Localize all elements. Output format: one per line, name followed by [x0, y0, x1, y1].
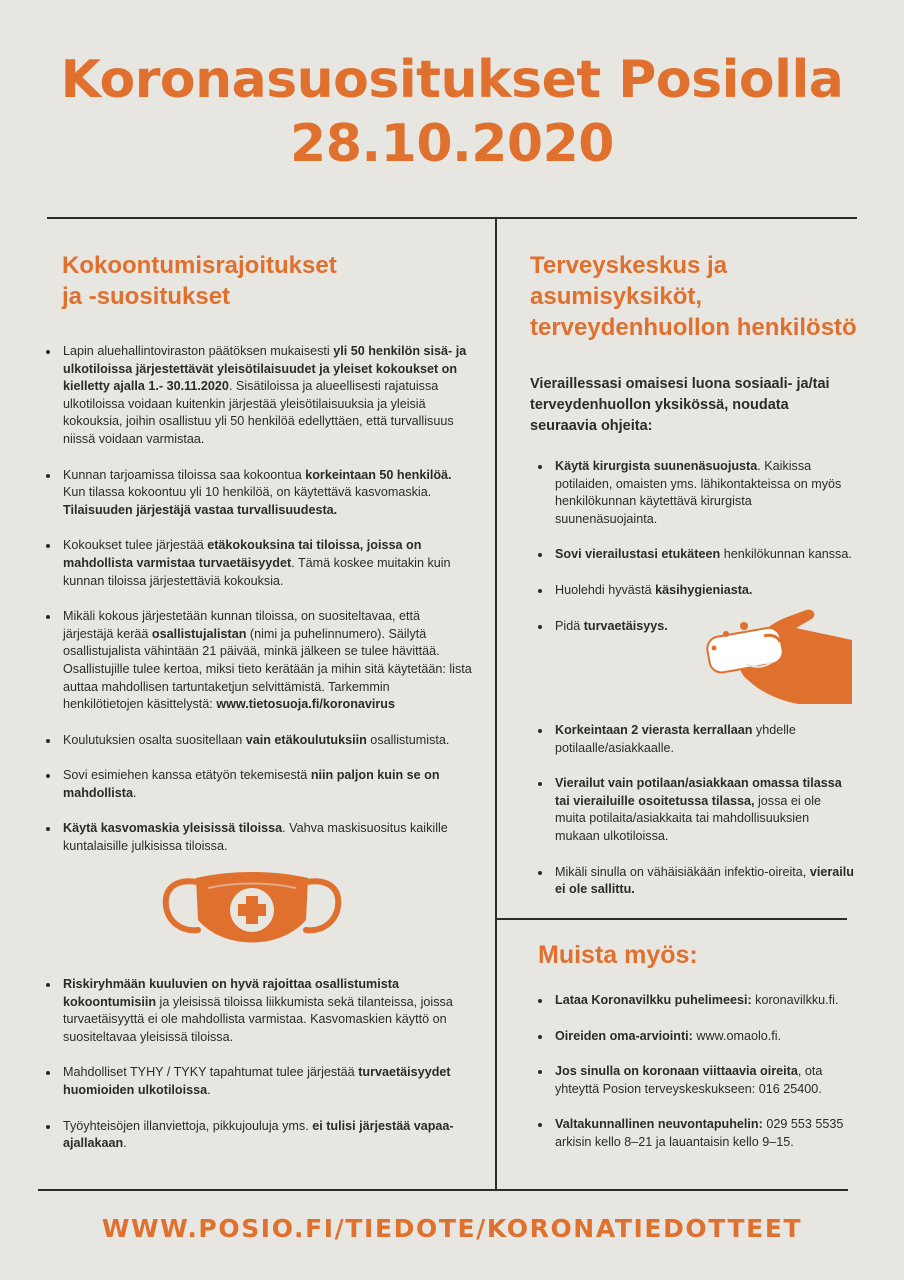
bold-text: Jos sinulla on koronaan viittaavia oireita: [555, 1064, 798, 1079]
text: Huolehdi hyvästä: [555, 582, 656, 597]
list-item: [536, 722, 854, 757]
text: . Kaikissa potilaiden, omaisten yms. lähikontakteissa on myös henkilökunnan käytettävä kirurgista suunenäsuojainta.: [555, 459, 842, 526]
list-item: [44, 537, 472, 590]
right-heading: [530, 250, 880, 343]
poster-title: [0, 48, 904, 176]
bold-text: Riskiryhmään kuuluvien on hyvä rajoittaa osallistumista kokoontumisiin: [63, 977, 399, 1009]
text: Mikäli kokous järjestetään kunnan tiloissa, on suositeltavaa, että järjestäjä kerää: [63, 609, 421, 641]
text: . Sisätiloissa ja alueellisesti rajatuissa ulkotiloissa voidaan kuitenkin järjestää yleisötilaisuuksia ja yleisiä kokouksia, joihin osallistuu yli 50 henkilöä edellyttäen, että turvallisuus niissä voidaan varmistaa.: [63, 379, 454, 446]
bold-text: Käytä kirurgista suunenäsuojusta: [555, 459, 758, 473]
text: henkilökunnan kanssa.: [720, 547, 852, 562]
right-intro: [530, 374, 860, 437]
left-heading-line-1: Kokoontumisrajoitukset: [62, 252, 337, 279]
list-item: [44, 767, 472, 802]
list-item: [536, 1028, 854, 1046]
top-divider: [47, 217, 857, 219]
right-list-bottom-wrap: [536, 722, 854, 899]
list-item: [536, 1116, 854, 1151]
bold-text: Tilaisuuden järjestäjä vastaa turvallisuudesta.: [63, 502, 338, 517]
left-list-top-wrap: [44, 343, 472, 856]
left-list-bottom: [44, 976, 472, 1153]
text: .: [207, 1082, 211, 1097]
right-heading-line-2: asumisyksiköt,: [530, 283, 703, 310]
hand-sanitizer-icon: [706, 606, 852, 706]
bold-text: Vierailut vain potilaan/asiakkaan omassa tilassa tai vierailuille osoitetussa tilassa,: [555, 776, 842, 808]
bold-text: osallistujalistan: [151, 626, 247, 641]
bold-text: www.tietosuoja.fi/koronavirus: [216, 697, 395, 712]
text: Työyhteisöjen illanviettoja, pikkujouluja yms.: [63, 1118, 313, 1133]
left-column: [62, 250, 472, 312]
list-item: [44, 343, 472, 449]
bold-text: turvaetäisyydet huomioiden ulkotiloissa: [63, 1065, 451, 1097]
bold-text: vain etäkoulutuksiin: [245, 732, 367, 747]
bold-text: Lataa Koronavilkku puhelimeesi:: [555, 993, 752, 1007]
face-mask-icon: [160, 868, 344, 950]
bold-text: Korkeintaan 2 vierasta kerrallaan: [555, 723, 753, 737]
left-list-top: [44, 343, 472, 856]
text: Mahdolliset TYHY / TYKY tapahtumat tulee järjestää: [63, 1065, 359, 1080]
title-line-2: 28.10.2020: [290, 114, 614, 174]
list-item: [44, 976, 472, 1046]
footer-url: WWW.POSIO.FI/TIEDOTE/KORONATIEDOTTEET: [101, 1214, 803, 1243]
bold-text: Käytä kasvomaskia yleisissä tiloissa: [63, 821, 283, 836]
text: koronavilkku.fi.: [751, 993, 839, 1007]
list-item: [536, 992, 854, 1010]
bold-text: yli 50 henkilön sisä- ja ulkotiloissa järjestettävät yleisötilaisuudet ja yleiset kokoukset on kielletty ajalla 1.- 30.11.2020: [63, 344, 467, 394]
right-intro-line-2: terveydenhuollon yksikössä, noudata: [530, 397, 789, 413]
text: 029 553 5535 arkisin kello 8–21 ja lauantaisin kello 9–15.: [555, 1117, 844, 1149]
muista-list: [536, 992, 854, 1152]
text: Lapin aluehallintoviraston päätöksen mukaisesti: [63, 344, 334, 358]
right-intro-line-3: seuraavia ohjeita:: [530, 418, 653, 434]
text: yhdelle potilaalle/asiakkaalle.: [555, 723, 796, 755]
bold-text: käsihygieniasta.: [655, 582, 753, 597]
list-item: [44, 820, 472, 855]
text: www.omaolo.fi.: [692, 1028, 782, 1043]
text: osallistumista.: [366, 732, 450, 747]
text: Koulutuksien osalta suositellaan: [63, 732, 246, 747]
bold-text: Valtakunnallinen neuvontapuhelin:: [555, 1117, 763, 1132]
right-heading-line-3: terveydenhuollon henkilöstö: [530, 314, 857, 341]
text: (nimi ja puhelinnumero). Säilytä osallistujalista vähintään 21 päivää, minkä jälkeen se tulee hävittää. Osallistujille tulee kertoa, miksi tieto kerätään ja mihin sitä käytetään: lista auttaa mahdollisen tartuntaketjun selvittämistä. Tarkemmin henkilötietojen käsittelystä:: [63, 626, 472, 712]
column-divider: [495, 218, 497, 1190]
list-item: [44, 1118, 472, 1153]
right-heading-line-1: Terveyskeskus ja: [530, 252, 728, 279]
text: ja yleisissä tiloissa liikkumista sekä tilanteissa, joissa turvaetäisyyttä ei ole mahdollista varmistaa. Kasvomaskien käyttö on suositeltavaa yleisissä tiloissa.: [63, 994, 453, 1044]
text: Kokoukset tulee järjestää: [63, 538, 208, 553]
list-item: [536, 1063, 854, 1098]
list-item: [536, 775, 854, 845]
right-intro-line-1: Vieraillessasi omaisesi luona sosiaali- ja/tai: [530, 376, 830, 392]
list-item: [44, 1064, 472, 1099]
text: Kun tilassa kokoontuu yli 10 henkilöä, on käytettävä kasvomaskia.: [63, 485, 432, 500]
bottom-divider: [38, 1189, 848, 1191]
bold-text: Oireiden oma-arviointi:: [555, 1028, 693, 1043]
bold-text: vierailu ei ole sallittu.: [555, 864, 854, 897]
text: Kunnan tarjoamissa tiloissa saa kokoontua: [63, 467, 306, 482]
muista-list-wrap: [536, 992, 854, 1152]
text: Sovi esimiehen kanssa etätyön tekemisestä: [63, 768, 311, 783]
list-item: [44, 608, 472, 714]
left-heading: [62, 250, 472, 312]
right-column-heading-wrap: [530, 250, 880, 343]
text: .: [132, 785, 137, 800]
text: jossa ei ole muita potilaita/asiakkaita tai mahdollisuuksien mukaan ulkotiloissa.: [555, 793, 822, 843]
bold-text: etäkokouksina tai tiloissa, joissa on mahdollista varmistaa turvaetäisyydet: [63, 538, 422, 570]
muista-heading: Muista myös:: [538, 941, 698, 969]
text: Mikäli sinulla on vähäisiäkään infektio-oireita,: [555, 864, 810, 879]
bold-text: turvaetäisyys.: [583, 618, 668, 633]
left-heading-line-2: ja -suositukset: [62, 283, 231, 310]
text: . Vahva maskisuositus kaikille kuntalaisille julkisissa tiloissa.: [63, 821, 448, 854]
right-section-divider: [496, 918, 847, 920]
bold-text: niin paljon kuin se on mahdollista: [63, 768, 440, 800]
text: .: [123, 1136, 127, 1151]
bold-text: Sovi vierailustasi etukäteen: [555, 547, 721, 562]
text: . Tämä koskee muitakin kuin kunnan tiloissa järjestettäviä kokouksia.: [63, 555, 451, 588]
right-list-bottom: [536, 722, 854, 899]
list-item: [536, 546, 854, 564]
title-line-1: Koronasuositukset Posiolla: [60, 50, 844, 110]
list-item: [44, 732, 472, 750]
bold-text: korkeintaan 50 henkilöä.: [305, 467, 452, 482]
text: Pidä: [555, 618, 584, 633]
list-item: [44, 467, 472, 520]
list-item: [536, 582, 854, 600]
list-item: [536, 864, 854, 899]
bold-text: ei tulisi järjestää vapaa-ajallakaan: [63, 1118, 454, 1151]
list-item: [536, 458, 854, 528]
left-list-bottom-wrap: [44, 976, 472, 1153]
text: , ota yhteyttä Posion terveyskeskukseen: 016 25400.: [555, 1064, 823, 1096]
